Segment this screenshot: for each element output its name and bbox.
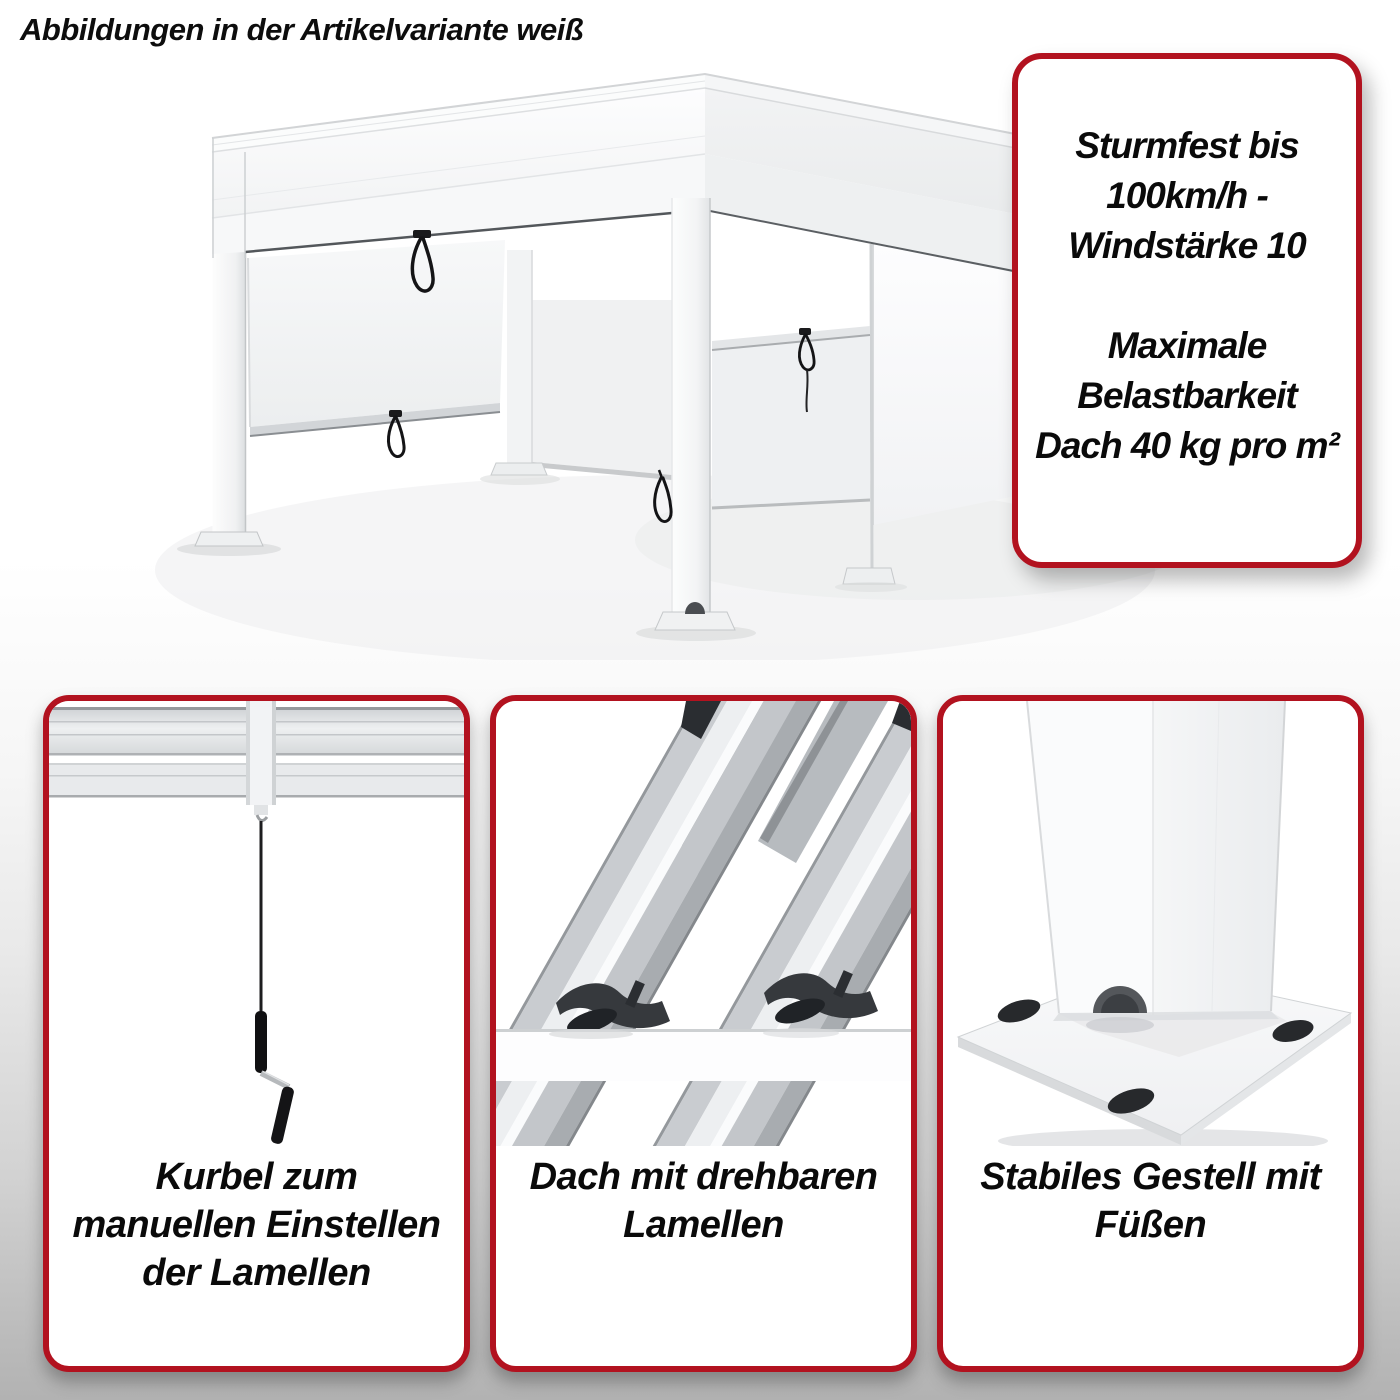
crank-photo <box>49 701 464 1146</box>
feature-callout-text: Sturmfest bis 100km/h - Windstärke 10 Maximale Belastbarkeit Dach 40 kg pro m² <box>1035 125 1339 466</box>
roof-slats-photo <box>496 701 911 1146</box>
crank-bracket <box>246 701 276 821</box>
panel-caption: Stabiles Gestell mit Füßen <box>980 1156 1321 1246</box>
page-title: Abbildungen in der Artikelvariante weiß <box>20 12 584 47</box>
base-foot-photo <box>943 701 1358 1146</box>
feature-callout-box <box>1012 53 1362 568</box>
panel-base-feet <box>937 695 1364 1372</box>
panel-caption: Dach mit drehbaren Lamellen <box>529 1156 878 1246</box>
panel-caption: Kurbel zum manuellen Einstellen der Lamellen <box>72 1156 441 1294</box>
panel-crank <box>43 695 470 1372</box>
panel-roof-slats <box>490 695 917 1372</box>
